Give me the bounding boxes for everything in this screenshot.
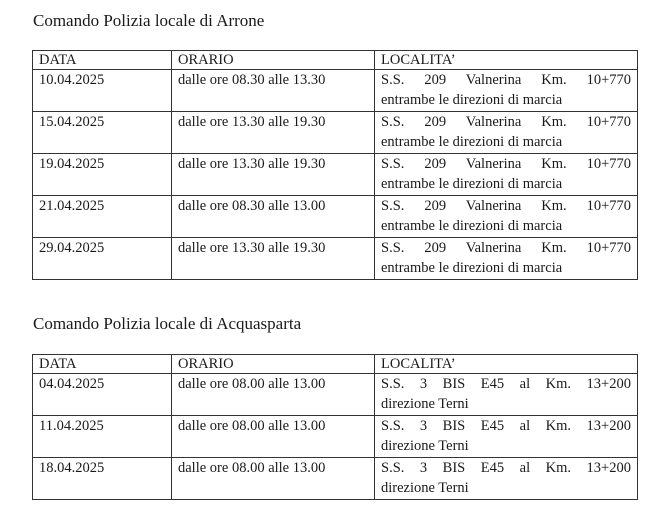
location-road: S.S. 3 BIS E45 al Km. 13+200: [381, 376, 631, 392]
cell-location: [375, 70, 638, 112]
cell-time: dalle ore 08.00 alle 13.00: [172, 374, 375, 416]
location-direction: entrambe le direzioni di marcia: [381, 218, 563, 234]
location-road: S.S. 3 BIS E45 al Km. 13+200: [381, 460, 631, 476]
cell-time: dalle ore 13.30 alle 19.30: [172, 238, 375, 280]
location-direction: entrambe le direzioni di marcia: [381, 92, 563, 108]
schedule-table-arrone: [32, 50, 638, 280]
cell-time: dalle ore 13.30 alle 19.30: [172, 154, 375, 196]
cell-time: dalle ore 08.30 alle 13.30: [172, 70, 375, 112]
cell-location: [375, 154, 638, 196]
table-row: [33, 112, 638, 154]
location-road: S.S. 209 Valnerina Km. 10+770: [381, 198, 631, 214]
header-location: LOCALITA’: [375, 51, 638, 70]
location-direction: entrambe le direzioni di marcia: [381, 176, 563, 192]
section-title-arrone: Comando Polizia locale di Arrone: [33, 11, 265, 30]
cell-date: 10.04.2025: [33, 70, 172, 112]
header-date: DATA: [33, 51, 172, 70]
cell-location: [375, 238, 638, 280]
cell-time: dalle ore 08.30 alle 13.00: [172, 196, 375, 238]
table-row: [33, 416, 638, 458]
location-direction: direzione Terni: [381, 396, 469, 412]
cell-time: dalle ore 08.00 alle 13.00: [172, 458, 375, 500]
location-direction: direzione Terni: [381, 480, 469, 496]
table-row: [33, 238, 638, 280]
location-road: S.S. 209 Valnerina Km. 10+770: [381, 240, 631, 256]
table-header-row: [33, 51, 638, 70]
cell-location: [375, 112, 638, 154]
location-direction: entrambe le direzioni di marcia: [381, 260, 563, 276]
cell-time: dalle ore 08.00 alle 13.00: [172, 416, 375, 458]
header-time: ORARIO: [172, 51, 375, 70]
header-time: ORARIO: [172, 355, 375, 374]
cell-date: 18.04.2025: [33, 458, 172, 500]
cell-date: 21.04.2025: [33, 196, 172, 238]
cell-location: [375, 374, 638, 416]
section-title-acquasparta: Comando Polizia locale di Acquasparta: [33, 314, 302, 333]
header-location: LOCALITA’: [375, 355, 638, 374]
cell-date: 15.04.2025: [33, 112, 172, 154]
table-row: [33, 196, 638, 238]
header-date: DATA: [33, 355, 172, 374]
cell-time: dalle ore 13.30 alle 19.30: [172, 112, 375, 154]
cell-location: [375, 458, 638, 500]
location-road: S.S. 209 Valnerina Km. 10+770: [381, 114, 631, 130]
cell-date: 19.04.2025: [33, 154, 172, 196]
cell-date: 04.04.2025: [33, 374, 172, 416]
location-road: S.S. 209 Valnerina Km. 10+770: [381, 156, 631, 172]
table-row: [33, 458, 638, 500]
cell-date: 11.04.2025: [33, 416, 172, 458]
table-row: [33, 70, 638, 112]
location-road: S.S. 209 Valnerina Km. 10+770: [381, 72, 631, 88]
location-direction: direzione Terni: [381, 438, 469, 454]
cell-date: 29.04.2025: [33, 238, 172, 280]
location-road: S.S. 3 BIS E45 al Km. 13+200: [381, 418, 631, 434]
schedule-table-acquasparta: [32, 354, 638, 500]
table-row: [33, 374, 638, 416]
location-direction: entrambe le direzioni di marcia: [381, 134, 563, 150]
cell-location: [375, 416, 638, 458]
cell-location: [375, 196, 638, 238]
table-row: [33, 154, 638, 196]
table-header-row: [33, 355, 638, 374]
